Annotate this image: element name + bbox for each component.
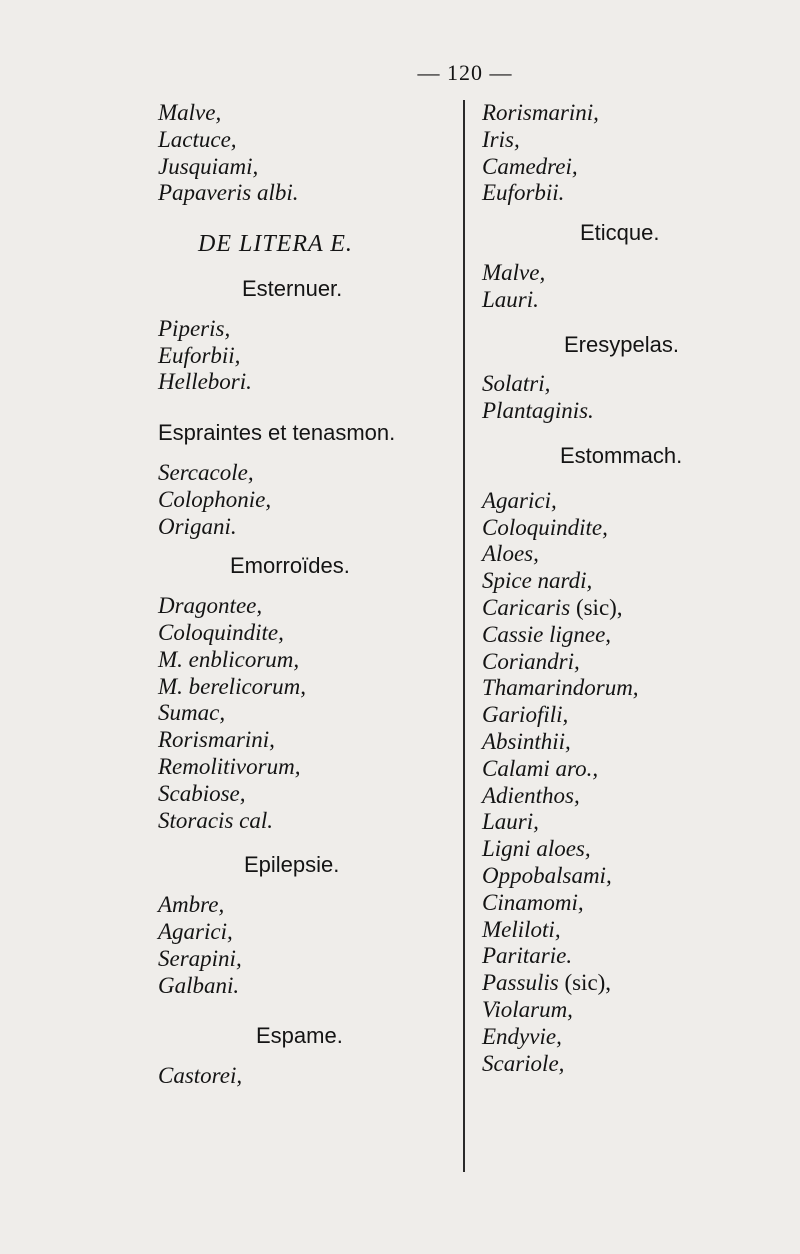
list-item: Thamarindorum, [482, 675, 639, 701]
list-item: Paritarie. [482, 943, 573, 969]
list-item: Coloquindite, [482, 514, 608, 540]
list-item: Iris, [482, 126, 520, 152]
column-divider [463, 100, 465, 1172]
list-item: Rorismarini, [482, 100, 599, 125]
list-item: Castorei, [158, 1063, 243, 1089]
list-item [482, 970, 782, 997]
list-item: Meliloti, [482, 916, 561, 942]
list-item: Sumac, [158, 700, 226, 726]
list-item: Lactuce, [158, 126, 237, 152]
list-item: Calami aro., [482, 755, 599, 781]
list-item: Cinamomi, [482, 889, 584, 915]
list-item: Agarici, [482, 487, 557, 513]
list-item: Storacis cal. [158, 807, 273, 833]
page-number: — 120 — [417, 60, 513, 85]
list-item: Malve, [482, 259, 546, 285]
list-item: Serapini, [158, 945, 242, 971]
list-item: Papaveris albi. [158, 180, 299, 206]
heading-espraintes: Espraintes et tenasmon. [158, 420, 396, 446]
list-item: Absinthii, [482, 728, 571, 754]
list-item [482, 595, 782, 622]
heading-eresypelas: Eresypelas. [564, 331, 679, 357]
list-item: Camedrei, [482, 153, 578, 179]
list-item: Adienthos, [482, 782, 580, 808]
list-item: Scabiose, [158, 780, 246, 806]
sic-note: (sic), [564, 970, 612, 996]
list-item: M. enblicorum, [158, 646, 300, 672]
list-item: Spice nardi, [482, 568, 593, 594]
list-item: Plantaginis. [482, 398, 594, 424]
heading-espame: Espame. [256, 1023, 343, 1049]
heading-emorroides: Emorroïdes. [230, 553, 350, 579]
heading-eticque: Eticque. [580, 220, 660, 246]
list-item: Violarum, [482, 996, 573, 1022]
list-item: Coriandri, [482, 648, 580, 674]
list-item: Dragontee, [158, 593, 263, 619]
list-item: Remolitivorum, [158, 753, 301, 779]
list-item: Oppobalsami, [482, 862, 612, 888]
list-item: Piperis, [158, 315, 231, 341]
list-item: Gariofili, [482, 702, 569, 728]
list-item: Malve, [158, 100, 222, 125]
list-item: Rorismarini, [158, 727, 275, 753]
list-item: Lauri, [482, 809, 539, 835]
left-column [158, 100, 458, 1090]
list-item: Coloquindite, [158, 619, 284, 645]
list-item: Solatri, [482, 371, 551, 397]
list-item: Cassie lignee, [482, 621, 612, 647]
list-item: Galbani. [158, 972, 240, 998]
list-item: Ligni aloes, [482, 836, 591, 862]
list-item: Lauri. [482, 286, 539, 312]
heading-epilepsie: Epilepsie. [244, 852, 340, 878]
list-item: Colophonie, [158, 486, 272, 512]
list-item: Sercacole, [158, 459, 254, 485]
list-item: Endyvie, [482, 1023, 562, 1049]
list-item: Ambre, [158, 892, 225, 918]
list-item: Hellebori. [158, 369, 252, 395]
section-title: DE LITERA E. [198, 231, 353, 258]
sic-note: (sic), [575, 594, 623, 620]
item-text: Passulis [482, 970, 559, 996]
list-item: M. berelicorum, [158, 673, 306, 699]
right-column [482, 100, 782, 1077]
item-text: Caricaris [482, 594, 571, 620]
list-item: Origani. [158, 513, 237, 539]
list-item: Euforbii, [158, 342, 241, 368]
list-item: Jusquiami, [158, 153, 259, 179]
list-item: Agarici, [158, 918, 233, 944]
list-item: Aloes, [482, 541, 539, 567]
heading-estommach: Estommach. [560, 442, 683, 468]
heading-esternuer: Esternuer. [242, 275, 343, 301]
list-item: Euforbii. [482, 180, 565, 206]
list-item: Scariole, [482, 1050, 565, 1076]
